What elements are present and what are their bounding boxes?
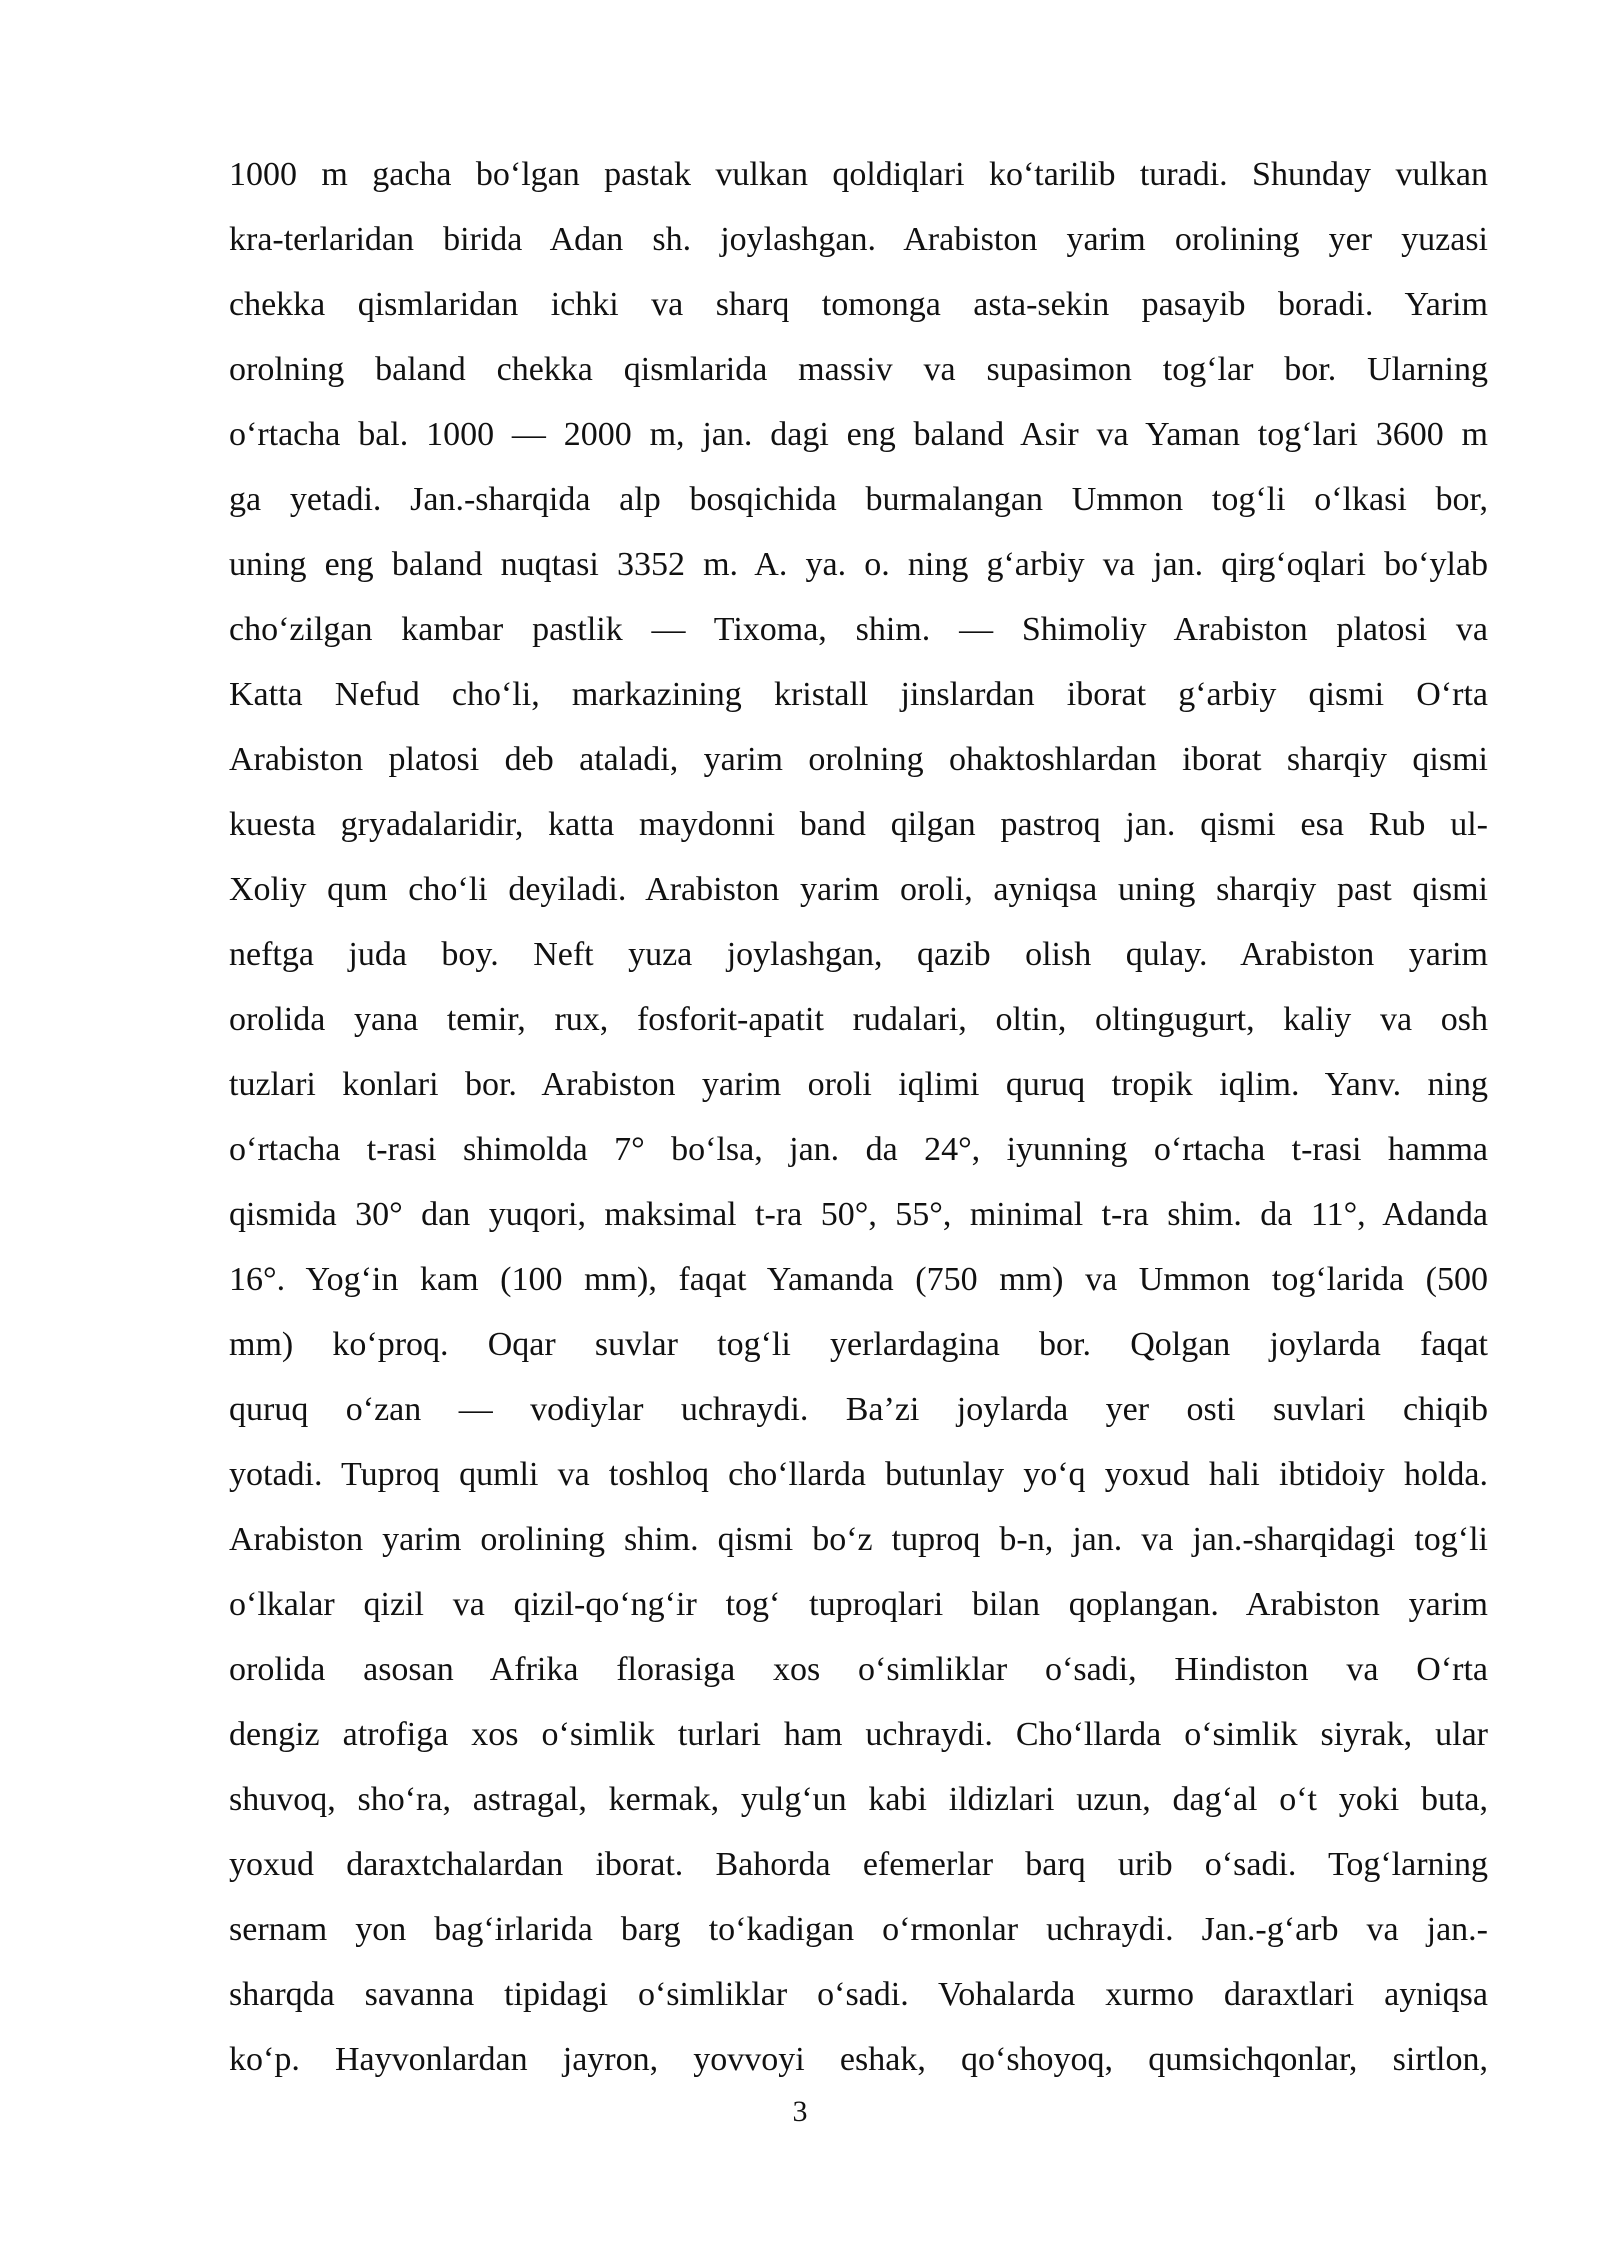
text-line: o‘lkalar qizil va qizil-qo‘ng‘ir tog‘ tuproqlari bilan qoplangan. Arabiston yarim bbox=[229, 1586, 1488, 1623]
text-line: ga yetadi. Jan.-sharqida alp bosqichida burmalangan Ummon tog‘li o‘lkasi bor, bbox=[229, 481, 1488, 518]
text-line: Katta Nefud cho‘li, markazining kristall jinslardan iborat g‘arbiy qismi O‘rta bbox=[229, 676, 1488, 713]
text-line: kuesta gryadalaridir, katta maydonni band qilgan pastroq jan. qismi esa Rub ul- bbox=[229, 806, 1488, 843]
text-line: mm) ko‘proq. Oqar suvlar tog‘li yerlardagina bor. Qolgan joylarda faqat bbox=[229, 1326, 1488, 1363]
text-line: yoxud daraxtchalardan iborat. Bahorda efemerlar barq urib o‘sadi. Tog‘larning bbox=[229, 1846, 1488, 1883]
text-line: neftga juda boy. Neft yuza joylashgan, qazib olish qulay. Arabiston yarim bbox=[229, 936, 1488, 973]
text-line: qismida 30° dan yuqori, maksimal t-ra 50°, 55°, minimal t-ra shim. da 11°, Adanda bbox=[229, 1196, 1488, 1233]
text-line: orolning baland chekka qismlarida massiv va supasimon tog‘lar bor. Ularning bbox=[229, 351, 1488, 388]
text-line: chekka qismlaridan ichki va sharq tomonga asta-sekin pasayib boradi. Yarim bbox=[229, 286, 1488, 323]
text-line: quruq o‘zan — vodiylar uchraydi. Ba’zi joylarda yer osti suvlari chiqib bbox=[229, 1391, 1488, 1428]
page-number: 3 bbox=[792, 2095, 808, 2128]
text-line: kra-terlaridan birida Adan sh. joylashgan. Arabiston yarim orolining yer yuzasi bbox=[229, 221, 1488, 258]
text-line: o‘rtacha bal. 1000 — 2000 m, jan. dagi eng baland Asir va Yaman tog‘lari 3600 m bbox=[229, 416, 1488, 453]
text-line: yotadi. Tuproq qumli va toshloq cho‘llarda butunlay yo‘q yoxud hali ibtidoiy holda. bbox=[229, 1456, 1488, 1493]
text-line: 1000 m gacha bo‘lgan pastak vulkan qoldiqlari ko‘tarilib turadi. Shunday vulkan bbox=[229, 156, 1488, 193]
text-line: tuzlari konlari bor. Arabiston yarim oroli iqlimi quruq tropik iqlim. Yanv. ning bbox=[229, 1066, 1488, 1103]
text-line: sharqda savanna tipidagi o‘simliklar o‘sadi. Vohalarda xurmo daraxtlari ayniqsa bbox=[229, 1976, 1488, 2013]
text-line: 16°. Yog‘in kam (100 mm), faqat Yamanda (750 mm) va Ummon tog‘larida (500 bbox=[229, 1261, 1488, 1298]
text-line: Xoliy qum cho‘li deyiladi. Arabiston yarim oroli, ayniqsa uning sharqiy past qismi bbox=[229, 871, 1488, 908]
text-line: sernam yon bag‘irlarida barg to‘kadigan o‘rmonlar uchraydi. Jan.-g‘arb va jan.- bbox=[229, 1911, 1488, 1948]
text-line: ko‘p. Hayvonlardan jayron, yovvoyi eshak, qo‘shoyoq, qumsichqonlar, sirtlon, bbox=[229, 2041, 1488, 2078]
text-line: orolida yana temir, rux, fosforit-apatit rudalari, oltin, oltingugurt, kaliy va osh bbox=[229, 1001, 1488, 1038]
body-text bbox=[229, 147, 1488, 2097]
text-line: Arabiston platosi deb ataladi, yarim orolning ohaktoshlardan iborat sharqiy qismi bbox=[229, 741, 1488, 778]
text-line: o‘rtacha t-rasi shimolda 7° bo‘lsa, jan. da 24°, iyunning o‘rtacha t-rasi hamma bbox=[229, 1131, 1488, 1168]
text-line: orolida asosan Afrika florasiga xos o‘simliklar o‘sadi, Hindiston va O‘rta bbox=[229, 1651, 1488, 1688]
text-line: cho‘zilgan kambar pastlik — Tixoma, shim. — Shimoliy Arabiston platosi va bbox=[229, 611, 1488, 648]
text-line: Arabiston yarim orolining shim. qismi bo‘z tuproq b-n, jan. va jan.-sharqidagi tog‘li bbox=[229, 1521, 1488, 1558]
text-line: dengiz atrofiga xos o‘simlik turlari ham uchraydi. Cho‘llarda o‘simlik siyrak, ular bbox=[229, 1716, 1488, 1753]
text-line: uning eng baland nuqtasi 3352 m. A. ya. o. ning g‘arbiy va jan. qirg‘oqlari bo‘ylab bbox=[229, 546, 1488, 583]
text-line: shuvoq, sho‘ra, astragal, kermak, yulg‘un kabi ildizlari uzun, dag‘al o‘t yoki buta, bbox=[229, 1781, 1488, 1818]
